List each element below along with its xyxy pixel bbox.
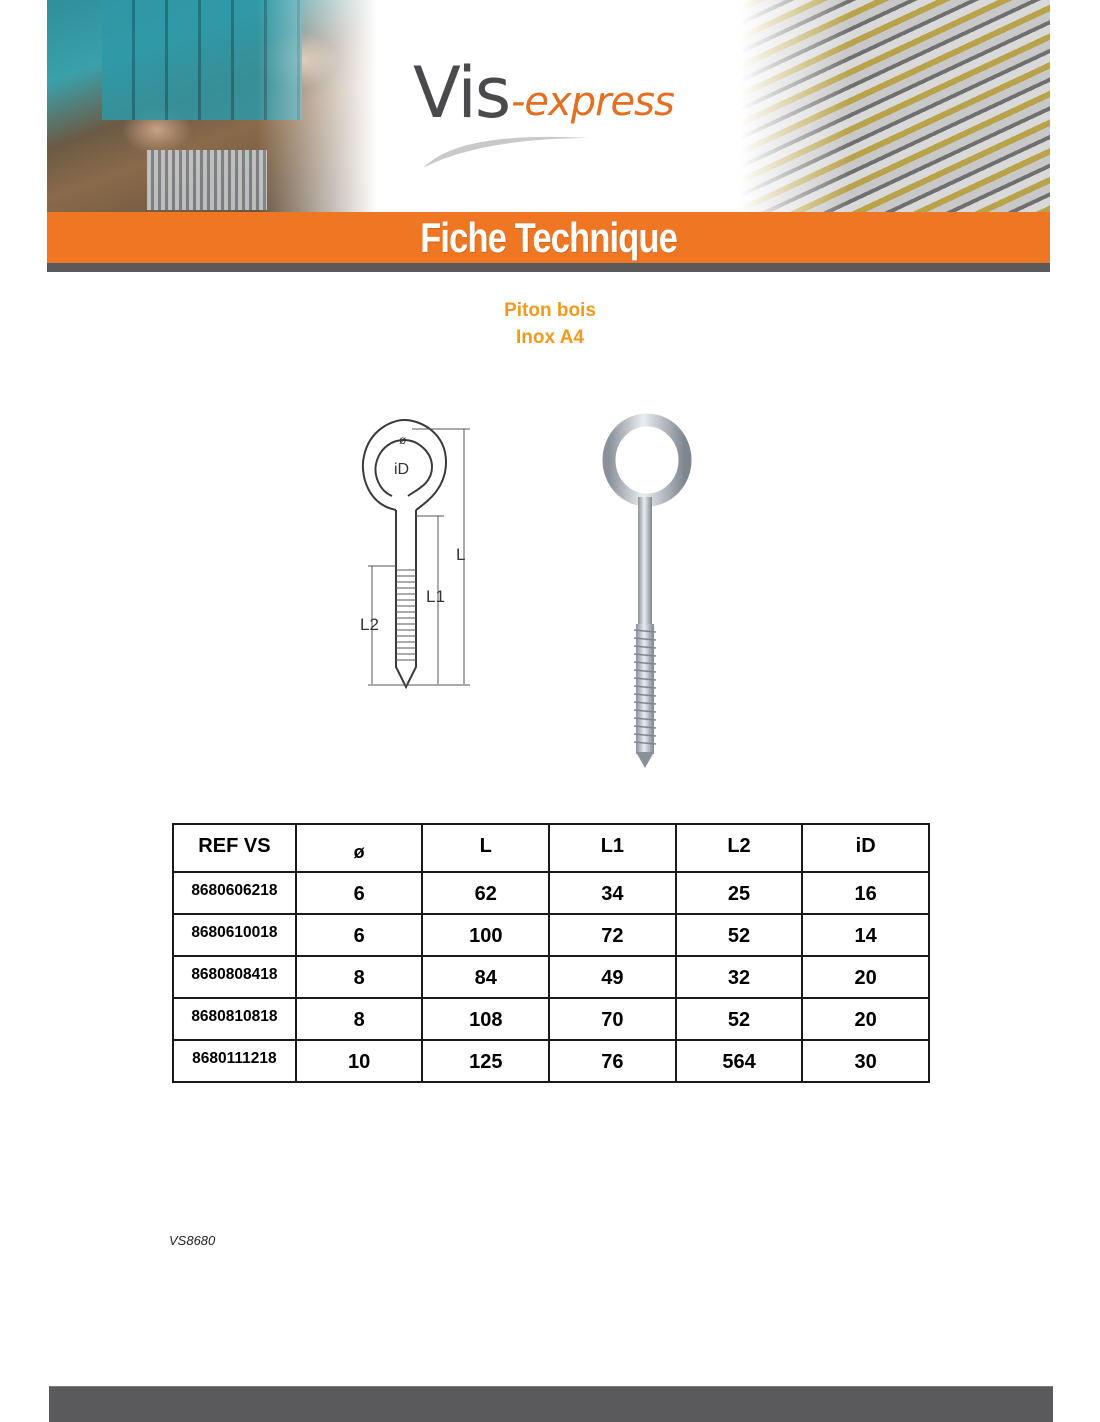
cell-inner-diameter: 20 bbox=[802, 998, 929, 1040]
cell-diameter: 8 bbox=[296, 956, 423, 998]
cell-length: 125 bbox=[422, 1040, 549, 1082]
cell-diameter: 10 bbox=[296, 1040, 423, 1082]
header-length2: L2 bbox=[676, 824, 803, 872]
cell-length: 100 bbox=[422, 914, 549, 956]
header-divider bbox=[47, 263, 1050, 272]
label-diameter: ø bbox=[399, 433, 407, 447]
cell-length2: 25 bbox=[676, 872, 803, 914]
label-iD: iD bbox=[394, 461, 410, 478]
table-header-row bbox=[173, 824, 929, 872]
label-L: L bbox=[456, 545, 466, 564]
cell-ref: 8680810818 bbox=[173, 998, 296, 1040]
product-material: Inox A4 bbox=[516, 327, 584, 348]
table-row bbox=[173, 914, 929, 956]
cell-length1: 70 bbox=[549, 998, 676, 1040]
workshop-photo bbox=[47, 0, 377, 212]
cell-inner-diameter: 16 bbox=[802, 872, 929, 914]
cell-length2: 564 bbox=[676, 1040, 803, 1082]
header-length1: L1 bbox=[549, 824, 676, 872]
logo-secondary-text: -express bbox=[511, 79, 674, 125]
title-band bbox=[47, 212, 1050, 263]
cell-ref: 8680606218 bbox=[173, 872, 296, 914]
cell-diameter: 6 bbox=[296, 872, 423, 914]
logo-swoosh-icon bbox=[421, 130, 591, 170]
cell-ref: 8680808418 bbox=[173, 956, 296, 998]
cell-length: 108 bbox=[422, 998, 549, 1040]
header-inner-diameter: iD bbox=[802, 824, 929, 872]
screws-photo bbox=[740, 0, 1050, 212]
technical-drawing bbox=[352, 412, 477, 692]
vis-express-logo bbox=[413, 52, 703, 168]
logo-primary-text: Vis bbox=[413, 52, 510, 134]
screw-box-image bbox=[147, 150, 267, 210]
cell-diameter: 6 bbox=[296, 914, 423, 956]
header-banner bbox=[47, 0, 1050, 272]
header-ref: REF VS bbox=[173, 824, 296, 872]
specification-table bbox=[172, 823, 930, 1083]
cell-length2: 52 bbox=[676, 998, 803, 1040]
cell-diameter: 8 bbox=[296, 998, 423, 1040]
product-name: Piton bois bbox=[504, 300, 596, 321]
cell-length1: 72 bbox=[549, 914, 676, 956]
eye-bolt-photo bbox=[592, 412, 702, 772]
banner-title: Fiche Technique bbox=[420, 213, 677, 261]
document-code: VS8680 bbox=[169, 1233, 216, 1248]
header-length: L bbox=[422, 824, 549, 872]
label-L1: L1 bbox=[426, 587, 445, 606]
cell-inner-diameter: 30 bbox=[802, 1040, 929, 1082]
cell-length1: 49 bbox=[549, 956, 676, 998]
label-L2: L2 bbox=[360, 615, 379, 634]
table-row bbox=[173, 998, 929, 1040]
cell-ref: 8680610018 bbox=[173, 914, 296, 956]
cell-length2: 32 bbox=[676, 956, 803, 998]
footer-bar bbox=[49, 1386, 1053, 1422]
cell-inner-diameter: 14 bbox=[802, 914, 929, 956]
cell-length1: 34 bbox=[549, 872, 676, 914]
cell-length1: 76 bbox=[549, 1040, 676, 1082]
cell-length: 62 bbox=[422, 872, 549, 914]
table-row bbox=[173, 872, 929, 914]
table-row bbox=[173, 1040, 929, 1082]
cell-inner-diameter: 20 bbox=[802, 956, 929, 998]
cell-length: 84 bbox=[422, 956, 549, 998]
cell-ref: 8680111218 bbox=[173, 1040, 296, 1082]
header-diameter: ø bbox=[296, 824, 423, 872]
cell-length2: 52 bbox=[676, 914, 803, 956]
table-row bbox=[173, 956, 929, 998]
product-heading bbox=[0, 297, 1100, 351]
